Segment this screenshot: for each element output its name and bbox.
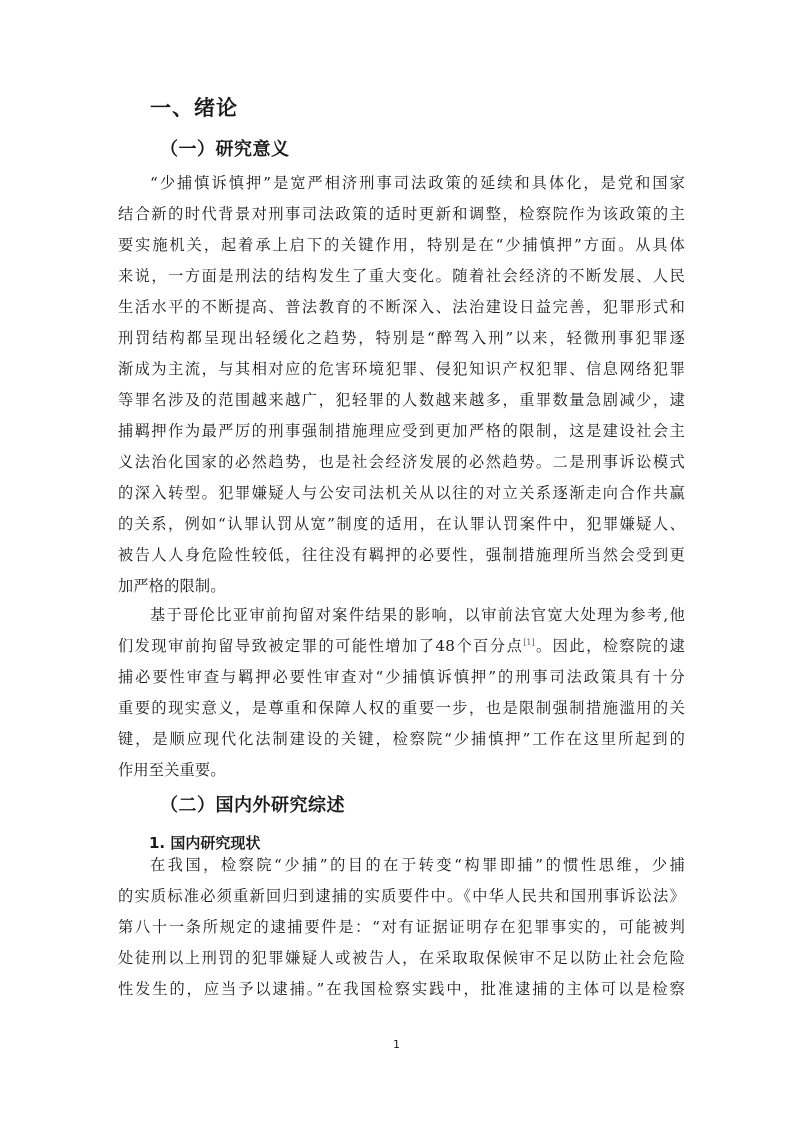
text-line: 被告人人身危险性较低，往往没有羁押的必要性，强制措施理所当然会受到更	[118, 546, 685, 564]
text-line: 生活水平的不断提高、普法教育的不断深入、法治建设日益完善，犯罪形式和	[118, 298, 685, 316]
text-line: 等罪名涉及的范围越来越广，犯轻罪的人数越来越多，重罪数量急剧减少，逮	[118, 391, 685, 409]
section-heading-research-significance: （一）研究意义	[160, 139, 290, 160]
paragraph-domestic-research	[118, 850, 685, 1005]
paragraph-research-significance-1	[118, 168, 685, 602]
text-line: 的关系，例如“认罪认罚从宽”制度的适用，在认罪认罚案件中，犯罪嫌疑人、	[118, 515, 685, 533]
text-line: 的深入转型。犯罪嫌疑人与公安司法机关从以往的对立关系逐渐走向合作共赢	[118, 484, 685, 502]
paragraph-research-significance-2	[118, 600, 685, 786]
text-line: 性发生的，应当予以逮捕。”在我国检察实践中，批准逮捕的主体可以是检察	[118, 980, 685, 998]
subsection-heading-domestic-research: 1. 国内研究现状	[149, 834, 261, 852]
text-line: 刑罚结构都呈现出轻缓化之趋势，特别是“醉驾入刑”以来，轻微刑事犯罪逐	[118, 329, 685, 347]
text-line: 在我国，检察院“少捕”的目的在于转变“构罪即捕”的惯性思维，少捕	[150, 856, 685, 874]
text-line: 作用至关重要。	[118, 761, 226, 779]
citation-ref[interactable]: [1]	[523, 638, 535, 647]
text-segment: 们发现审前拘留导致被定罪的可能性增加了48个百分点	[118, 637, 524, 655]
text-line: 要实施机关，起着承上启下的关键作用，特别是在“少捕慎押”方面。从具体	[118, 236, 685, 254]
text-line: 重要的现实意义，是尊重和保障人权的重要一步，也是限制强制措施滥用的关	[118, 699, 685, 717]
text-line: 义法治化国家的必然趋势，也是社会经济发展的必然趋势。二是刑事诉讼模式	[118, 453, 685, 471]
chapter-heading: 一、绪论	[150, 96, 238, 120]
text-line: 加严格的限制。	[118, 577, 226, 595]
text-line-with-citation	[118, 631, 685, 662]
text-line: “少捕慎诉慎押”是宽严相济刑事司法政策的延续和具体化，是党和国家	[150, 174, 685, 192]
text-line: 的实质标准必须重新回归到逮捕的实质要件中。《中华人民共和国刑事诉讼法》	[118, 887, 685, 905]
section-heading-literature-review: （二）国内外研究综述	[160, 795, 345, 816]
text-segment: 。因此，检察院的逮	[534, 637, 685, 655]
text-line: 渐成为主流，与其相对应的危害环境犯罪、侵犯知识产权犯罪、信息网络犯罪	[118, 360, 685, 378]
text-line: 结合新的时代背景对刑事司法政策的适时更新和调整，检察院作为该政策的主	[118, 205, 685, 223]
text-line: 处徒刑以上刑罚的犯罪嫌疑人或被告人，在采取取保候审不足以防止社会危险	[118, 949, 685, 967]
text-line: 基于哥伦比亚审前拘留对案件结果的影响，以审前法官宽大处理为参考,他	[150, 606, 685, 624]
text-line: 捕必要性审查与羁押必要性审查对“少捕慎诉慎押”的刑事司法政策具有十分	[118, 668, 685, 686]
text-line: 捕羁押作为最严厉的刑事强制措施理应受到更加严格的限制，这是建设社会主	[118, 422, 685, 440]
text-line: 来说，一方面是刑法的结构发生了重大变化。随着社会经济的不断发展、人民	[118, 267, 685, 285]
page-number: 1	[393, 1038, 400, 1051]
text-line: 键，是顺应现代化法制建设的关键，检察院“少捕慎押”工作在这里所起到的	[118, 730, 685, 748]
text-line: 第八十一条所规定的逮捕要件是：“对有证据证明存在犯罪事实的，可能被判	[118, 918, 685, 936]
